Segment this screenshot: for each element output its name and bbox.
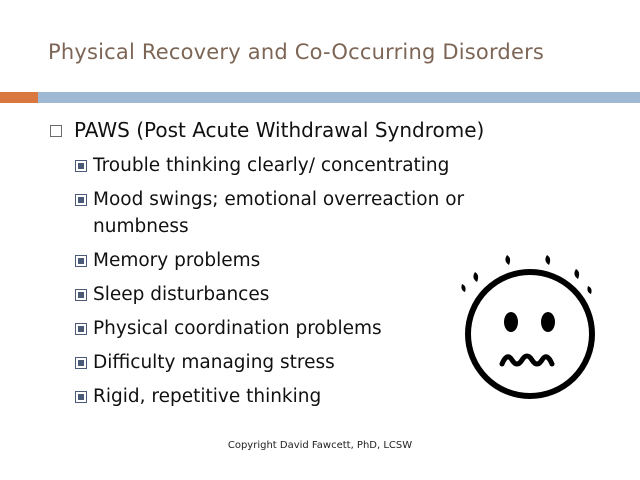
main-bullet <box>50 118 484 142</box>
hollow-square-bullet-icon <box>50 125 62 137</box>
square-bullet-icon <box>75 391 87 403</box>
sweat-drop-icon <box>505 255 510 265</box>
sub-bullet-text: Physical coordination problems <box>93 318 382 339</box>
eye-icon <box>541 312 555 332</box>
sub-bullet-item <box>75 186 538 240</box>
sweat-drop-icon <box>574 269 579 279</box>
sweat-drop-icon <box>587 286 591 294</box>
sub-bullet-item <box>75 152 538 179</box>
sub-bullet-text: Difficulty managing stress <box>93 352 335 373</box>
accent-bar-orange <box>0 92 38 103</box>
sub-bullet-text: Trouble thinking clearly/ concentrating <box>93 155 450 176</box>
square-bullet-icon <box>75 255 87 267</box>
main-bullet-text: PAWS (Post Acute Withdrawal Syndrome) <box>74 118 485 142</box>
slide-title: Physical Recovery and Co-Occurring Disorders <box>48 40 545 64</box>
eye-icon <box>504 312 518 332</box>
sub-bullet-text: Mood swings; emotional overreaction or numbness <box>93 189 465 237</box>
square-bullet-icon <box>75 289 87 301</box>
sweat-drop-icon <box>461 284 465 292</box>
sub-bullet-text: Rigid, repetitive thinking <box>93 386 322 407</box>
sub-bullet-text: Memory problems <box>93 250 261 271</box>
sub-bullet-text: Sleep disturbances <box>93 284 270 305</box>
sweat-drop-icon <box>545 255 550 265</box>
square-bullet-icon <box>75 323 87 335</box>
square-bullet-icon <box>75 194 87 206</box>
square-bullet-icon <box>75 357 87 369</box>
sweat-drop-icon <box>473 272 478 282</box>
accent-bar-blue <box>38 92 640 103</box>
copyright-footer: Copyright David Fawcett, PhD, LCSW <box>227 440 413 451</box>
square-bullet-icon <box>75 160 87 172</box>
anxious-face-icon <box>455 252 605 402</box>
